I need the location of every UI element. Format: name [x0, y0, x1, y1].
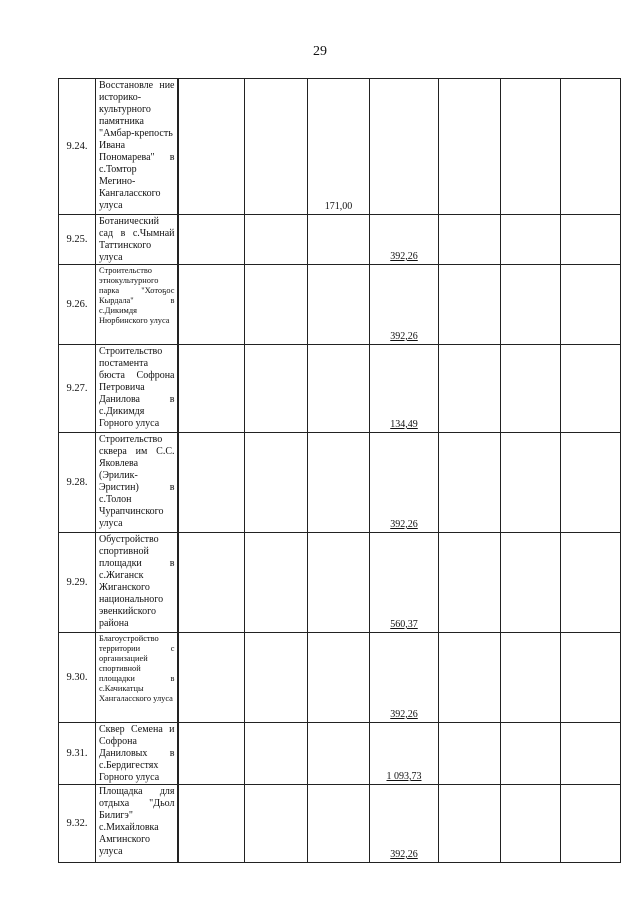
value-cell	[501, 215, 561, 265]
table-body	[59, 79, 621, 863]
value-cell	[439, 215, 501, 265]
value-cell	[308, 723, 370, 785]
value-cell	[439, 723, 501, 785]
table-row	[59, 723, 621, 785]
row-number: 9.29.	[59, 533, 96, 633]
amount-value: 1 093,73	[386, 771, 422, 782]
value-cell	[178, 79, 245, 215]
value-cell	[245, 633, 308, 723]
value-cell	[178, 215, 245, 265]
value-cell	[370, 265, 439, 345]
value-cell	[308, 215, 370, 265]
value-cell	[308, 265, 370, 345]
page-number: 29	[313, 44, 327, 59]
table-row	[59, 265, 621, 345]
value-cell	[501, 785, 561, 863]
value-cell	[370, 345, 439, 433]
value-cell	[370, 79, 439, 215]
value-cell	[178, 265, 245, 345]
value-cell	[370, 215, 439, 265]
value-cell	[245, 433, 308, 533]
value-cell	[561, 215, 621, 265]
object-name: Благоустройство территории с организацией спортивной площадки в с.Качикатцы Хангаласского улуса	[96, 633, 178, 723]
value-cell	[561, 533, 621, 633]
table-row	[59, 345, 621, 433]
object-name: Обустройство спортивной площадки в с.Жиганск Жиганского национального эвенкийского района	[96, 533, 178, 633]
row-number: 9.24.	[59, 79, 96, 215]
value-cell	[561, 79, 621, 215]
value-cell	[370, 633, 439, 723]
value-cell	[245, 345, 308, 433]
value-cell	[439, 433, 501, 533]
value-cell	[501, 345, 561, 433]
table-row	[59, 633, 621, 723]
value-cell	[245, 785, 308, 863]
value-cell	[439, 633, 501, 723]
value-cell	[178, 345, 245, 433]
value-cell	[561, 433, 621, 533]
value-cell	[439, 785, 501, 863]
amount-value: 560,37	[390, 619, 418, 630]
value-cell	[245, 533, 308, 633]
value-cell	[245, 265, 308, 345]
value-cell	[308, 533, 370, 633]
value-cell	[439, 345, 501, 433]
value-cell	[308, 785, 370, 863]
value-cell	[561, 633, 621, 723]
value-cell	[501, 265, 561, 345]
value-cell	[178, 433, 245, 533]
object-name: Строительство постамента бюста Софрона Петровича Данилова в с.Дикимдя Горного улуса	[96, 345, 178, 433]
amount-value: 392,26	[390, 519, 418, 530]
value-cell	[501, 79, 561, 215]
table-row	[59, 215, 621, 265]
value-cell	[308, 79, 370, 215]
table-row	[59, 533, 621, 633]
value-cell	[178, 533, 245, 633]
value-cell	[561, 785, 621, 863]
value-cell	[439, 533, 501, 633]
value-cell	[439, 79, 501, 215]
value-cell	[370, 533, 439, 633]
value-cell	[178, 723, 245, 785]
value-cell	[308, 345, 370, 433]
amount-value: 392,26	[390, 251, 418, 262]
value-cell	[439, 265, 501, 345]
object-name: Строительство сквера им С.С. Яковлева (Эрилик-Эристин) в с.Толон Чурапчинского улуса	[96, 433, 178, 533]
value-cell	[308, 633, 370, 723]
row-number: 9.26.	[59, 265, 96, 345]
amount-value: 134,49	[390, 419, 418, 430]
value-cell	[370, 785, 439, 863]
row-number: 9.28.	[59, 433, 96, 533]
value-cell	[245, 215, 308, 265]
value-cell	[501, 723, 561, 785]
amount-value: 171,00	[324, 201, 353, 212]
object-name: Восстановле ние историко-культурного памятника "Амбар-крепость Ивана Пономарева" в с.Томтор Мегино-Кангаласского улуса	[96, 79, 178, 215]
value-cell	[501, 533, 561, 633]
object-name: Площадка для отдыха "Дьол Билигэ" с.Михайловка Амгинского улуса	[96, 785, 178, 863]
row-number: 9.32.	[59, 785, 96, 863]
object-name: Сквер Семена и Софрона Даниловых в с.Бердигестях Горного улуса	[96, 723, 178, 785]
value-cell	[501, 633, 561, 723]
amount-value: 392,26	[390, 849, 418, 860]
table-row	[59, 79, 621, 215]
value-cell	[245, 723, 308, 785]
table-row	[59, 785, 621, 863]
value-cell	[370, 723, 439, 785]
value-cell	[561, 345, 621, 433]
value-cell	[501, 433, 561, 533]
value-cell	[561, 265, 621, 345]
value-cell	[245, 79, 308, 215]
table-row	[59, 433, 621, 533]
value-cell	[561, 723, 621, 785]
row-number: 9.31.	[59, 723, 96, 785]
amount-value: 392,26	[390, 709, 418, 720]
value-cell	[308, 433, 370, 533]
amount-value: 392,26	[390, 331, 418, 342]
value-cell	[178, 785, 245, 863]
value-cell	[370, 433, 439, 533]
row-number: 9.25.	[59, 215, 96, 265]
row-number: 9.30.	[59, 633, 96, 723]
object-name: Ботанический сад в с.Чымнай Таттинского улуса	[96, 215, 178, 265]
object-name: Строительство этнокультурного парка "Хотоҕос Кырдала" в с.Дикимдя Нюрбинского улуса	[96, 265, 178, 345]
value-cell	[178, 633, 245, 723]
budget-table	[58, 78, 621, 863]
row-number: 9.27.	[59, 345, 96, 433]
